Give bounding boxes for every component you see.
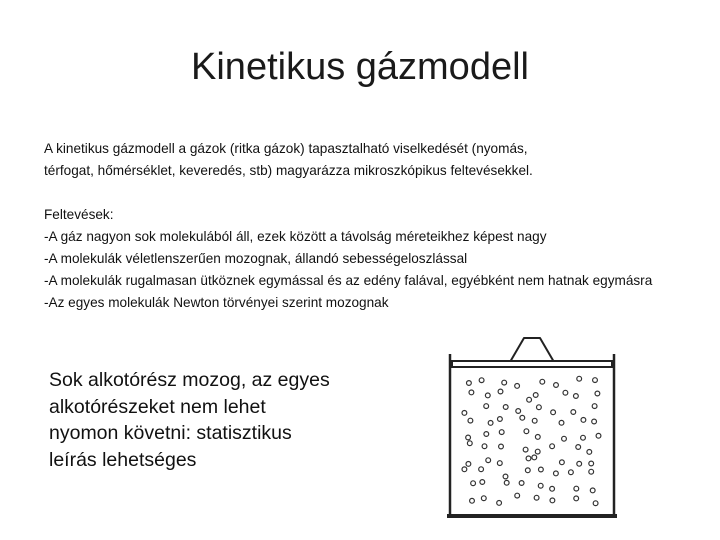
molecule [540, 379, 545, 384]
molecule [466, 435, 471, 440]
molecule [502, 380, 507, 385]
molecule [486, 458, 491, 463]
molecule [592, 419, 597, 424]
assumption-item: -A gáz nagyon sok molekulából áll, ezek között a távolság méreteikhez képest nagy [44, 229, 547, 244]
molecule [479, 378, 484, 383]
molecule [471, 481, 476, 486]
molecule [532, 418, 537, 423]
piston-icon [452, 361, 612, 367]
molecule [524, 429, 529, 434]
molecule [480, 480, 485, 485]
intro-line: A kinetikus gázmodell a gázok (ritka gázok) tapasztalható viselkedését (nyomás, [44, 141, 528, 156]
molecule [504, 480, 509, 485]
molecule [479, 467, 484, 472]
molecule [503, 474, 508, 479]
molecule [481, 496, 486, 501]
assumptions-list [44, 204, 684, 314]
statistics-note [49, 367, 379, 473]
molecule [535, 435, 540, 440]
molecule [581, 418, 586, 423]
note-line: alkotórészeket nem lehet [49, 395, 266, 418]
molecule [560, 460, 565, 465]
molecule [535, 449, 540, 454]
molecule [526, 456, 531, 461]
molecule [533, 393, 538, 398]
intro-line: térfogat, hőmérséklet, keveredés, stb) magyarázza mikroszkópikus feltevésekkel. [44, 163, 533, 178]
molecule [593, 378, 598, 383]
molecule [577, 461, 582, 466]
molecule [574, 496, 579, 501]
molecule [550, 486, 555, 491]
molecule [537, 405, 542, 410]
molecule [525, 468, 530, 473]
note-line: leírás lehetséges [49, 448, 197, 471]
weight-icon [510, 338, 554, 362]
molecule [515, 493, 520, 498]
molecule [482, 444, 487, 449]
molecule [516, 409, 521, 414]
molecule [581, 435, 586, 440]
assumptions-heading: Feltevések: [44, 207, 114, 222]
molecule [485, 393, 490, 398]
slide-title: Kinetikus gázmodell [191, 46, 529, 88]
molecule [497, 461, 502, 466]
molecule [498, 417, 503, 422]
molecule [551, 410, 556, 415]
note-line: nyomon követni: statisztikus [49, 422, 292, 444]
molecule [469, 390, 474, 395]
assumption-item: -A molekulák véletlenszerűen mozognak, állandó sebességeloszlással [44, 251, 468, 266]
molecule [595, 391, 600, 396]
molecule [550, 498, 555, 503]
molecule [515, 384, 520, 389]
molecule [499, 444, 504, 449]
molecules-group [462, 376, 601, 505]
molecule [587, 450, 592, 455]
assumption-item: -A molekulák rugalmasan ütköznek egymással és az edény falával, egyébként nem hatnak egymásra [44, 273, 653, 288]
note-line: Sok alkotórész mozog, az egyes [49, 369, 330, 391]
molecule [550, 444, 555, 449]
molecule [592, 404, 597, 409]
molecule [596, 433, 601, 438]
molecule [590, 488, 595, 493]
molecule [574, 486, 579, 491]
molecule [532, 455, 537, 460]
molecule [520, 415, 525, 420]
molecule [498, 389, 503, 394]
molecule [569, 470, 574, 475]
molecule [519, 481, 524, 486]
intro-paragraph [44, 138, 664, 182]
molecule [539, 467, 544, 472]
molecule [563, 390, 568, 395]
molecule [503, 405, 508, 410]
molecule [576, 445, 581, 450]
molecule [559, 420, 564, 425]
molecule [589, 469, 594, 474]
molecule [574, 394, 579, 399]
molecule [589, 461, 594, 466]
molecule [562, 436, 567, 441]
molecule [499, 430, 504, 435]
molecule [467, 441, 472, 446]
molecule [497, 501, 502, 506]
gas-container-figure [444, 330, 619, 530]
molecule [593, 501, 598, 506]
assumption-item: -Az egyes molekulák Newton törvényei szerint mozognak [44, 295, 389, 310]
molecule [484, 404, 489, 409]
molecule [571, 410, 576, 415]
molecule [488, 421, 493, 426]
molecule [484, 432, 489, 437]
molecule [527, 397, 532, 402]
molecule [534, 495, 539, 500]
molecule [462, 467, 467, 472]
molecule [462, 411, 467, 416]
gas-container-illustration [444, 330, 619, 530]
molecule [466, 462, 471, 467]
molecule [554, 471, 559, 476]
molecule [538, 483, 543, 488]
molecule [554, 383, 559, 388]
molecule [523, 447, 528, 452]
molecule [577, 376, 582, 381]
molecule [470, 498, 475, 503]
molecule [468, 418, 473, 423]
molecule [467, 381, 472, 386]
